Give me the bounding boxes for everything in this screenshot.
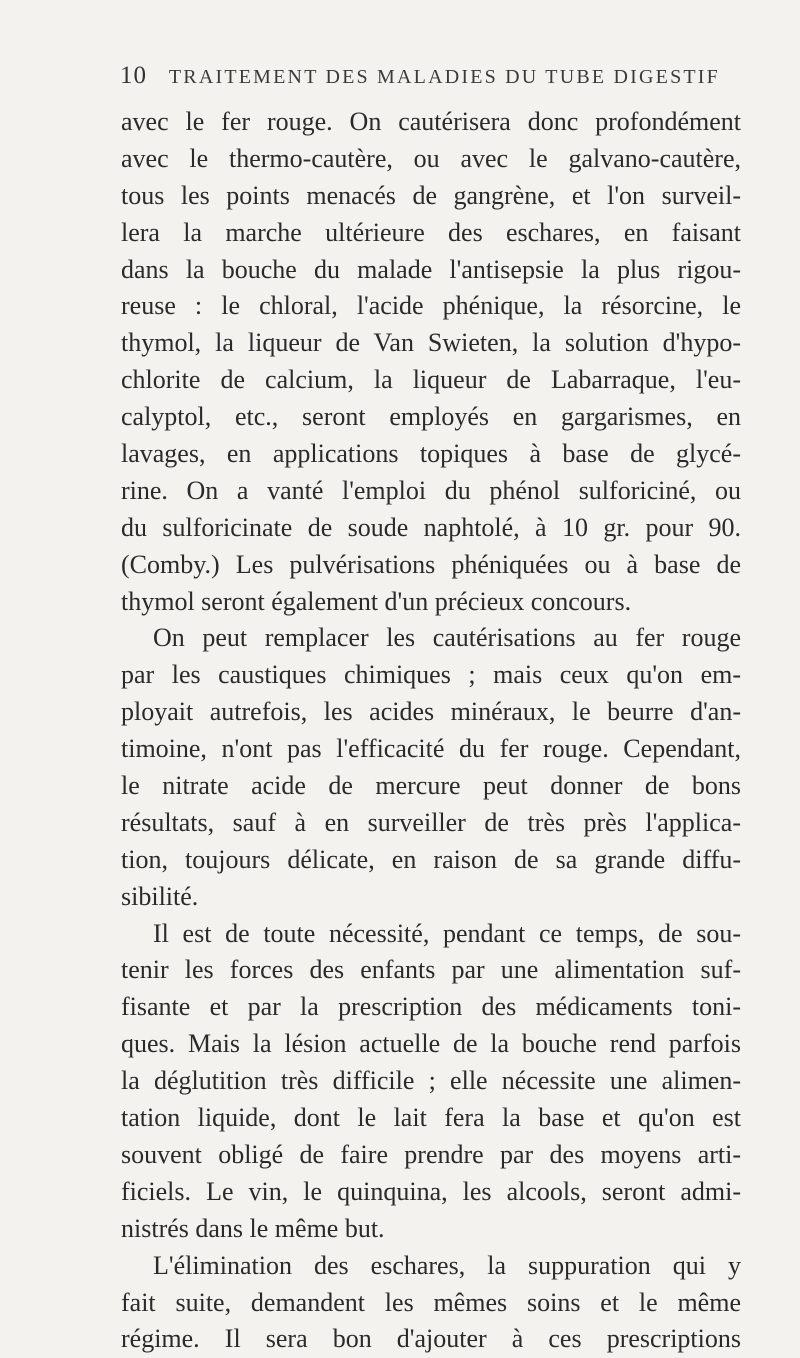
paragraph-start: L'élimination des eschares, la suppuration qui y bbox=[153, 1250, 741, 1280]
text-line: avec le fer rouge. On cautérisera donc profondément bbox=[121, 107, 741, 136]
text-line: thymol, la liqueur de Van Swieten, la solution d'hypo- bbox=[121, 328, 741, 358]
text-line: lavages, en applications topiques à base de glycé- bbox=[121, 439, 741, 469]
text-line: résultats, sauf à en surveiller de très près l'applica- bbox=[121, 807, 741, 837]
text-line: tenir les forces des enfants par une alimentation suf- bbox=[121, 955, 741, 985]
text-line: reuse : le chloral, l'acide phénique, la résorcine, le bbox=[121, 291, 741, 321]
page-header bbox=[120, 62, 720, 96]
text-line: tous les points menacés de gangrène, et l'on surveil- bbox=[121, 180, 741, 210]
text-line: timoine, n'ont pas l'efficacité du fer rouge. Cependant, bbox=[121, 734, 741, 764]
text-line: par les caustiques chimiques ; mais ceux qu'on em- bbox=[121, 660, 741, 690]
text-line: rine. On a vanté l'emploi du phénol sulforiciné, ou bbox=[121, 475, 741, 505]
text-line: chlorite de calcium, la liqueur de Labarraque, l'eu- bbox=[121, 365, 741, 395]
text-line: ques. Mais la lésion actuelle de la bouche rend parfois bbox=[121, 1029, 741, 1059]
text-line: tion, toujours délicate, en raison de sa grande diffu- bbox=[121, 844, 741, 874]
text-line: calyptol, etc., seront employés en gargarismes, en bbox=[121, 402, 741, 432]
running-title: TRAITEMENT DES MALADIES DU TUBE DIGESTIF bbox=[168, 66, 720, 88]
text-line: ployait autrefois, les acides minéraux, le beurre d'an- bbox=[121, 697, 741, 727]
text-line: ficiels. Le vin, le quinquina, les alcools, seront admi- bbox=[121, 1176, 741, 1206]
text-line: nistrés dans le même but. bbox=[121, 1213, 385, 1243]
text-line: thymol seront également d'un précieux concours. bbox=[121, 586, 632, 616]
text-line: régime. Il sera bon d'ajouter à ces prescriptions bbox=[121, 1324, 741, 1354]
body-text bbox=[121, 104, 741, 1358]
text-line: sibilité. bbox=[121, 881, 199, 911]
paragraph-start: Il est de toute nécessité, pendant ce temps, de sou- bbox=[153, 918, 741, 948]
text-line: (Comby.) Les pulvérisations phéniquées ou à base de bbox=[121, 549, 741, 579]
text-line: avec le thermo-cautère, ou avec le galvano-cautère, bbox=[121, 143, 741, 173]
page-number: 10 bbox=[120, 62, 147, 89]
text-line: fisante et par la prescription des médicaments toni- bbox=[121, 992, 741, 1022]
text-line: lera la marche ultérieure des eschares, en faisant bbox=[121, 217, 741, 247]
text-line: souvent obligé de faire prendre par des moyens arti- bbox=[121, 1139, 741, 1169]
text-line: tation liquide, dont le lait fera la base et qu'on est bbox=[121, 1103, 741, 1133]
text-line: dans la bouche du malade l'antisepsie la plus rigou- bbox=[121, 254, 741, 284]
text-line: du sulforicinate de soude naphtolé, à 10 gr. pour 90. bbox=[121, 512, 741, 542]
text-line: fait suite, demandent les mêmes soins et le même bbox=[121, 1287, 741, 1317]
text-line: le nitrate acide de mercure peut donner de bons bbox=[121, 771, 741, 801]
paragraph-start: On peut remplacer les cautérisations au fer rouge bbox=[153, 623, 741, 653]
text-line: la déglutition très difficile ; elle nécessite une alimen- bbox=[121, 1066, 741, 1096]
